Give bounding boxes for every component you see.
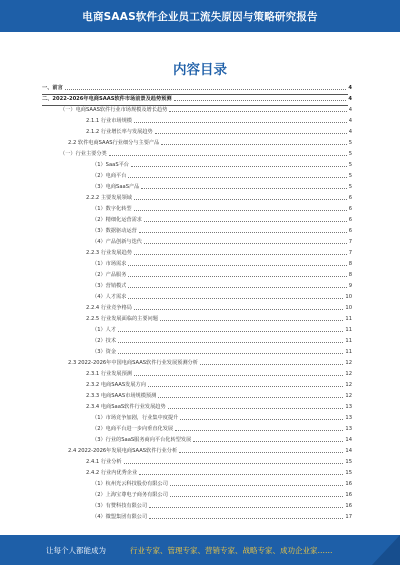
toc-entry-page: 10 [345,305,352,311]
toc-dot-leader [180,418,343,420]
toc-entry-page: 9 [348,283,352,289]
toc-dot-leader [128,297,343,299]
table-of-contents [0,84,400,536]
toc-entry[interactable] [92,271,352,279]
toc-dot-leader [144,242,347,244]
toc-entry[interactable] [42,84,352,92]
toc-entry-label: （4）微盟集团有限公司 [92,514,148,520]
toc-entry-label: （3）资金 [92,349,117,355]
toc-entry[interactable] [86,304,352,312]
toc-entry[interactable] [92,502,352,510]
toc-dot-leader [141,187,346,189]
toc-entry-label: （3）营销模式 [92,283,127,289]
toc-dot-leader [109,154,347,156]
toc-entry-page: 14 [345,437,352,443]
toc-entry-page: 12 [345,382,352,388]
toc-dot-leader [170,484,343,486]
toc-entry-page: 6 [348,217,352,223]
toc-entry-label: 2.3.2 电商SAAS发展方向 [86,382,146,388]
toc-entry-label: 2.4.2 行业内优秀企业 [86,470,138,476]
toc-entry[interactable] [92,216,352,224]
toc-dot-leader [155,132,347,134]
toc-entry-page: 13 [345,415,352,421]
toc-dot-leader [128,275,346,277]
toc-entry-page: 15 [345,470,352,476]
toc-entry-label: （1）数字化转型 [92,206,132,212]
toc-dot-leader [134,374,343,376]
toc-entry-label: 2.3.3 电商SAAS市场规模预测 [86,393,157,399]
toc-entry-page: 5 [348,162,352,168]
toc-dot-leader [144,220,347,222]
toc-heading: 内容目录 [173,62,227,78]
toc-entry-label: 2.1.1 行业市场规模 [86,118,132,124]
toc-entry-page: 6 [348,228,352,234]
toc-dot-leader [161,143,346,145]
footer-slogan-right: 行业专家、管理专家、营销专家、战略专家、成功企业家…… [130,546,333,555]
toc-separator-line [42,94,348,95]
toc-entry-page: 15 [345,459,352,465]
toc-entry-page: 5 [348,173,352,179]
toc-dot-leader [170,495,343,497]
footer-slogan-left: 让每个人都能成为 [46,546,106,555]
toc-entry-label: 2.2.4 行业竞争格局 [86,305,132,311]
toc-entry-page: 12 [345,360,352,366]
toc-entry-page: 14 [345,448,352,454]
toc-dot-leader [160,319,343,321]
toc-entry-label: 2.2.5 行业发展面临的主要问题 [86,316,158,322]
toc-dot-leader [118,341,343,343]
toc-entry[interactable] [92,172,352,180]
toc-entry-page: 17 [345,514,352,520]
toc-dot-leader [134,209,347,211]
toc-entry-label: （2）产品服务 [92,272,127,278]
toc-separator-line [42,105,348,106]
toc-entry-page: 11 [345,338,352,344]
toc-entry[interactable] [92,414,352,422]
toc-entry-label: （4）人才需求 [92,294,127,300]
toc-entry-page: 8 [348,272,352,278]
toc-entry-label: 2.2.3 行业发展趋势 [86,250,132,256]
toc-dot-leader [200,363,343,365]
toc-dot-leader [134,121,347,123]
toc-entry[interactable] [42,95,352,103]
toc-dot-leader [128,286,346,288]
footer-bar [0,535,400,565]
toc-entry-label: （2）电商平台 [92,173,127,179]
toc-entry-label: （2）电商平台进一步向垂直化发展 [92,426,174,432]
toc-entry-page: 16 [345,481,352,487]
toc-dot-leader [149,506,343,508]
toc-entry[interactable] [92,183,352,191]
toc-entry[interactable] [92,161,352,169]
toc-dot-leader [175,429,343,431]
toc-entry[interactable] [86,117,352,125]
toc-entry-label: （2）技术 [92,338,117,344]
toc-entry-label: （3）有赞科技有限公司 [92,503,148,509]
toc-entry-page: 5 [348,151,352,157]
toc-entry[interactable] [68,139,352,147]
toc-entry[interactable] [92,293,352,301]
toc-dot-leader [193,440,343,442]
toc-entry-label: 一、前言 [42,85,63,91]
toc-entry-page: 12 [345,371,352,377]
toc-entry[interactable] [92,205,352,213]
toc-entry-label: 二、2022-2026年电商SAAS软件市场前景及趋势预测 [42,96,172,102]
toc-dot-leader [118,352,343,354]
toc-entry[interactable] [68,447,352,455]
toc-entry[interactable] [60,150,352,158]
toc-entry-page: 13 [345,404,352,410]
toc-entry[interactable] [86,392,352,400]
report-title: 电商SAAS软件企业员工流失原因与策略研究报告 [82,11,318,23]
toc-entry-label: 2.3.1 行业发展预测 [86,371,132,377]
footer-corner-decoration [372,535,400,565]
toc-entry-label: （2）精细化运营需求 [92,217,142,223]
toc-dot-leader [148,385,343,387]
toc-entry[interactable] [68,359,352,367]
toc-dot-leader [134,253,347,255]
toc-entry-page: 7 [348,250,352,256]
toc-dot-leader [65,88,347,90]
toc-entry[interactable] [86,249,352,257]
toc-entry-page: 5 [348,140,352,146]
toc-dot-leader [134,308,343,310]
toc-dot-leader [139,473,343,475]
toc-entry-label: 2.3 2022-2026年中国电商SAAS软件行业发展预测分析 [68,360,198,366]
toc-entry-page: 16 [345,492,352,498]
toc-dot-leader [169,110,346,112]
toc-entry-label: 2.4 2022-2026年发展电商SAAS软件行业分析 [68,448,178,454]
toc-entry[interactable] [86,194,352,202]
toc-entry-page: 8 [348,261,352,267]
toc-entry-page: 5 [348,184,352,190]
toc-entry-page: 13 [345,426,352,432]
toc-dot-leader [128,176,346,178]
toc-entry[interactable] [92,238,352,246]
toc-entry-label: （3）电商SaaS产品 [92,184,140,190]
toc-dot-leader [149,517,343,519]
toc-entry-label: （3）行业的SaaS服务商向平台化转型发展 [92,437,192,443]
toc-entry[interactable] [92,425,352,433]
toc-entry[interactable] [92,348,352,356]
toc-entry[interactable] [92,282,352,290]
toc-entry[interactable] [86,128,352,136]
toc-entry-page: 6 [348,206,352,212]
toc-entry[interactable] [92,491,352,499]
toc-entry-page: 4 [348,118,352,124]
toc-entry-label: （1）杭州光云科技股份有限公司 [92,481,168,487]
toc-entry-page: 11 [345,327,352,333]
toc-entry[interactable] [86,315,352,323]
toc-entry-page: 4 [348,85,352,91]
toc-entry-page: 16 [345,503,352,509]
toc-entry[interactable] [60,106,352,114]
toc-entry[interactable] [92,337,352,345]
toc-entry-page: 4 [348,129,352,135]
toc-dot-leader [124,462,344,464]
toc-entry-page: 12 [345,393,352,399]
toc-entry-label: （1）SaaS平台 [92,162,129,168]
toc-entry-label: （2）上海宝尊电子商务有限公司 [92,492,168,498]
toc-dot-leader [158,396,343,398]
toc-entry-label: 2.2.2 主要发展领域 [86,195,132,201]
toc-entry[interactable] [92,513,352,521]
toc-entry-label: （4）产品创新与迭代 [92,239,142,245]
toc-dot-leader [131,165,347,167]
toc-entry-page: 4 [348,107,352,113]
report-header-bar [0,0,400,32]
toc-entry[interactable] [86,403,352,411]
toc-entry-label: （3）数据驱动运营 [92,228,137,234]
toc-entry-page: 10 [345,294,352,300]
toc-entry-label: （1）市场需求 [92,261,127,267]
toc-dot-leader [128,264,346,266]
toc-entry-label: 2.1.2 行业增长率与发展趋势 [86,129,153,135]
toc-dot-leader [168,407,344,409]
toc-dot-leader [174,99,347,101]
toc-dot-leader [139,231,347,233]
toc-entry[interactable] [86,381,352,389]
toc-dot-leader [118,330,343,332]
toc-entry[interactable] [86,370,352,378]
toc-dot-leader [134,198,347,200]
toc-entry-label: 2.3.4 电商SaaS软件行业发展趋势 [86,404,166,410]
toc-entry-page: 11 [345,349,352,355]
toc-entry-label: （一）电商SAAS软件行业市场规模及增长趋势 [60,107,168,113]
toc-entry[interactable] [92,480,352,488]
toc-entry-label: 2.2 软件电商SAAS行业细分与主要产品 [68,140,160,146]
toc-entry-page: 11 [345,316,352,322]
toc-entry[interactable] [92,326,352,334]
toc-entry[interactable] [86,458,352,466]
toc-entry-label: 2.4.1 行业分析 [86,459,122,465]
toc-entry-label: （1）人才 [92,327,117,333]
toc-entry[interactable] [92,436,352,444]
toc-entry-page: 6 [348,195,352,201]
toc-dot-leader [179,451,343,453]
toc-entry-page: 4 [348,96,352,102]
toc-entry-label: （1）市场竞争加剧，行业集中度提升 [92,415,179,421]
toc-entry-page: 7 [348,239,352,245]
toc-entry[interactable] [92,260,352,268]
toc-entry[interactable] [92,227,352,235]
toc-entry[interactable] [86,469,352,477]
toc-entry-label: （一）行业主要分类 [60,151,107,157]
